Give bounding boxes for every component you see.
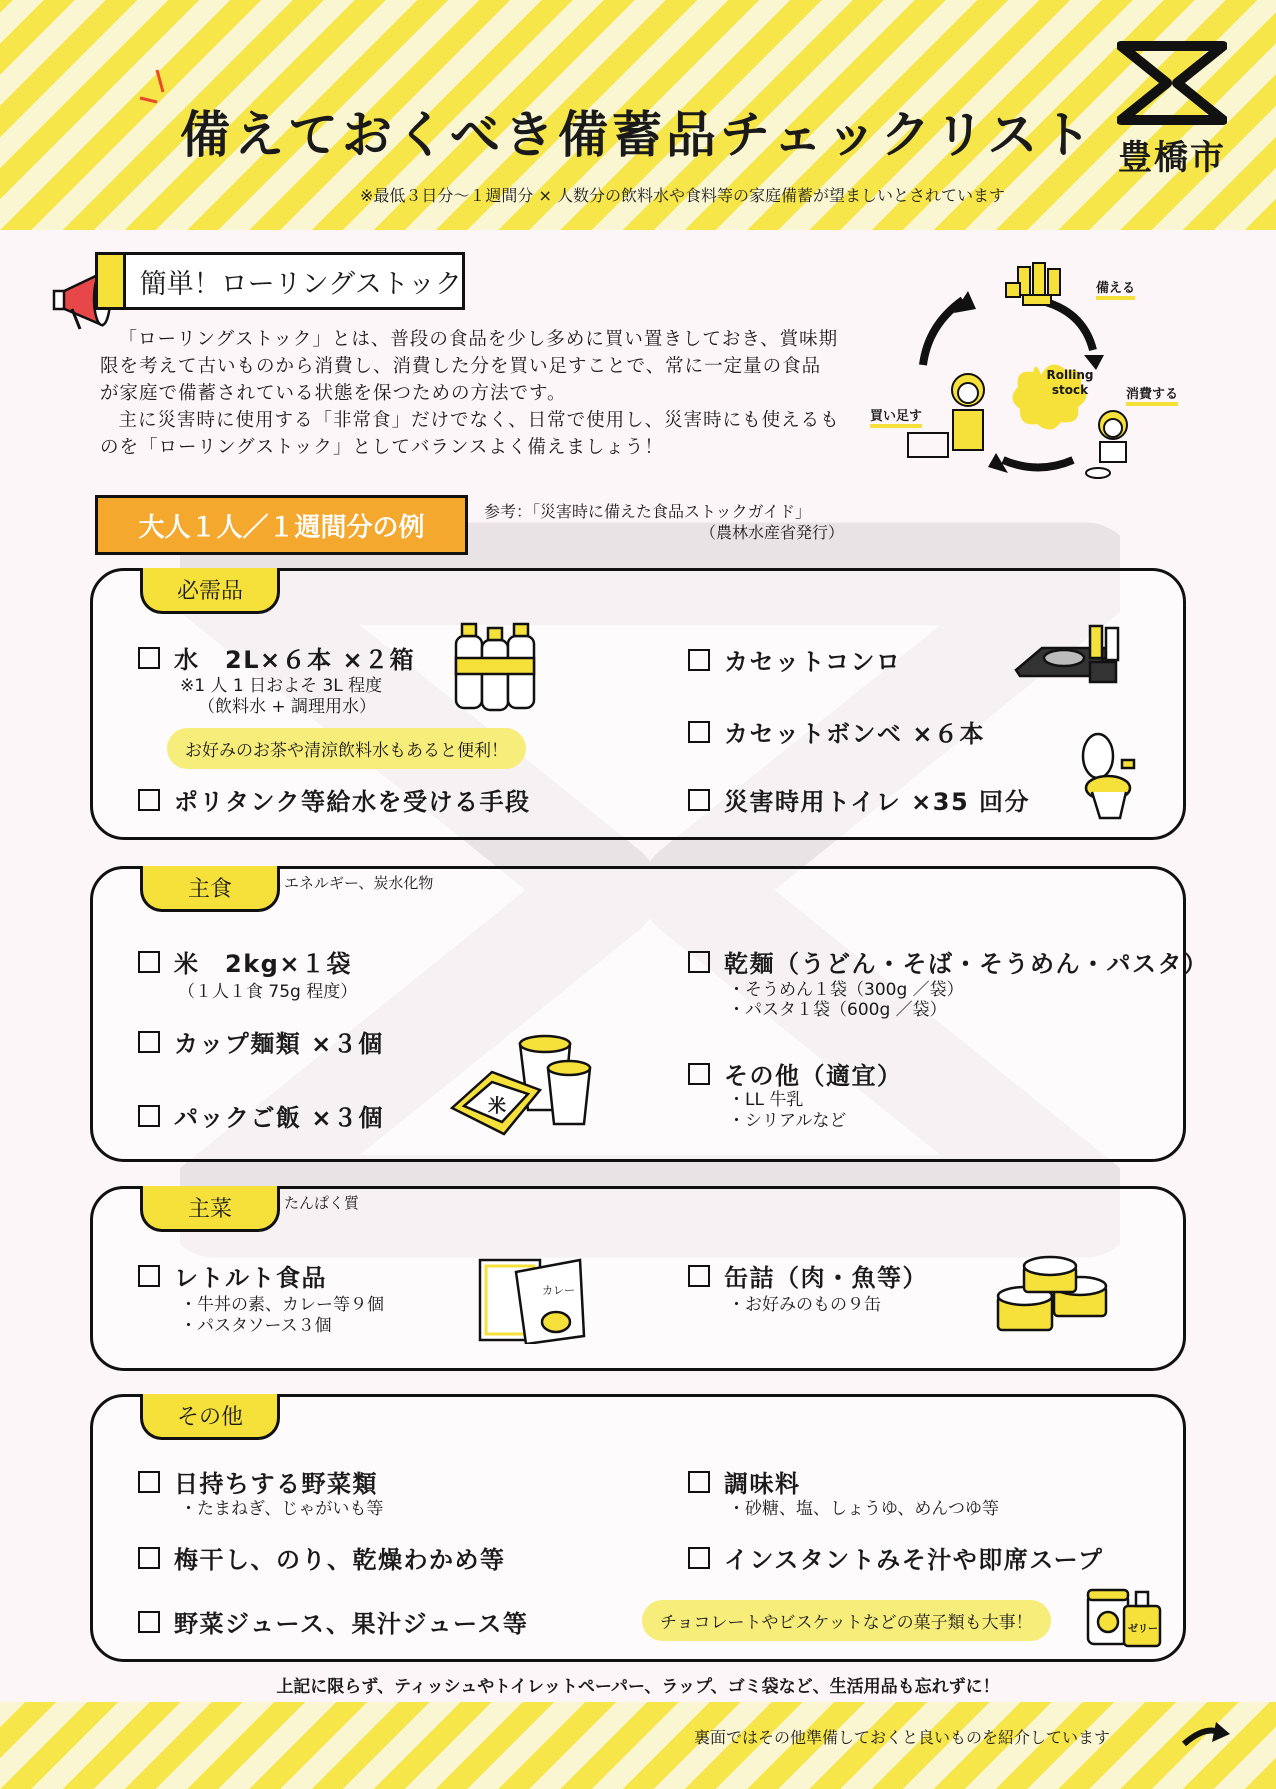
emphasis-lines-icon	[135, 60, 175, 110]
cycle-label-prepare: 備える	[1096, 277, 1135, 300]
check-item-retort[interactable]	[138, 1258, 327, 1293]
item-label: カップ麺類 ×３個	[174, 1030, 384, 1058]
check-item-dry-noodles[interactable]	[688, 944, 1209, 979]
item-label: カセットコンロ	[724, 648, 902, 676]
snack-jelly-icon	[1084, 1584, 1164, 1650]
checkbox[interactable]	[138, 647, 160, 669]
retort-pouch-illustration	[476, 1254, 586, 1344]
item-note: ※1 人 1 日およそ 3L 程度	[180, 676, 383, 696]
item-note: ・牛丼の素、カレー等９個	[180, 1295, 384, 1315]
rolling-stock-heading	[95, 252, 465, 310]
item-label: カセットボンベ ×６本	[724, 720, 985, 748]
item-note: ・LL 牛乳	[728, 1090, 804, 1110]
retort-pouch-icon	[476, 1254, 586, 1344]
item-note: ・砂糖、塩、しょうゆ、めんつゆ等	[728, 1499, 999, 1519]
item-label: 米 2kg×１袋	[174, 950, 352, 978]
checkbox[interactable]	[688, 1547, 710, 1569]
check-item-stove[interactable]	[688, 642, 902, 677]
checkbox[interactable]	[688, 1063, 710, 1085]
item-label: 乾麺（うどん・そば・そうめん・パスタ）	[724, 950, 1209, 978]
daily-goods-reminder: 上記に限らず、ティッシュやトイレットペーパー、ラップ、ゴミ袋など、生活用品も忘れずに！	[276, 1677, 1000, 1697]
item-label: 野菜ジュース、果汁ジュース等	[174, 1610, 529, 1638]
checkbox[interactable]	[138, 1031, 160, 1053]
checkbox[interactable]	[138, 1105, 160, 1127]
item-label: 水 2L×６本 ×２箱	[174, 646, 416, 674]
reference-publisher: （農林水産省発行）	[700, 523, 845, 542]
checkbox[interactable]	[138, 1471, 160, 1493]
cycle-center-label: stock	[1051, 383, 1089, 397]
page-title: 備えておくべき備蓄品チェックリスト	[180, 106, 1096, 164]
checkbox[interactable]	[138, 1547, 160, 1569]
item-label: 日持ちする野菜類	[174, 1470, 378, 1498]
check-item-juice[interactable]	[138, 1604, 528, 1639]
checkbox[interactable]	[688, 1471, 710, 1493]
page-subtitle: ※最低３日分〜１週間分 × 人数分の飲料水や食料等の家庭備蓄が望ましいとされています	[360, 186, 1005, 205]
item-note: ・パスタソース３個	[180, 1316, 332, 1336]
item-note: ・パスタ１袋（600g ／袋）	[728, 1000, 947, 1020]
item-label: 調味料	[724, 1470, 801, 1498]
checkbox[interactable]	[138, 1265, 160, 1287]
curry-pouch-label: カレー	[542, 1284, 575, 1297]
arrow-right-icon	[1180, 1718, 1232, 1750]
cycle-center-label: Rolling	[1046, 368, 1094, 382]
check-item-vegetables[interactable]	[138, 1464, 378, 1499]
rolling-stock-paragraph: 主に災害時に使用する「非常食」だけでなく、日常で使用し、災害時にも使えるものを「ローリングストック」としてバランスよく備えましょう！	[100, 410, 840, 458]
check-item-cup-noodles[interactable]	[138, 1024, 384, 1059]
check-item-pack-rice[interactable]	[138, 1098, 384, 1133]
item-label: その他（適宜）	[724, 1062, 903, 1090]
rolling-stock-cycle-diagram	[868, 255, 1179, 495]
check-item-water[interactable]	[138, 640, 415, 675]
item-label: 梅干し、のり、乾燥わかめ等	[174, 1546, 506, 1574]
panel-tag-others: その他	[140, 1394, 280, 1440]
city-emblem-icon	[1117, 40, 1227, 126]
checkbox[interactable]	[688, 789, 710, 811]
panel-tag-main-dish: 主菜	[140, 1186, 280, 1232]
example-heading: 大人１人／１週間分の例	[95, 495, 468, 555]
tip-pill: チョコレートやビスケットなどの菓子類も大事！	[642, 1600, 1051, 1641]
item-note: ・シリアルなど	[728, 1111, 847, 1131]
city-name: 豊橋市	[1118, 138, 1226, 178]
rice-icon-label: 米	[488, 1096, 506, 1117]
panel-note: たんぱく質	[284, 1194, 360, 1212]
back-page-note: 裏面ではその他準備しておくと良いものを紹介しています	[694, 1728, 1111, 1747]
check-item-tank[interactable]	[138, 782, 531, 817]
item-note: ・たまねぎ、じゃがいも等	[180, 1499, 384, 1519]
item-label: パックご飯 ×３個	[174, 1104, 384, 1132]
item-label: インスタントみそ汁や即席スープ	[724, 1546, 1104, 1574]
check-item-cylinder[interactable]	[688, 714, 985, 749]
item-label: 災害時用トイレ ×35 回分	[724, 788, 1031, 816]
item-note: ・そうめん１袋（300g ／袋）	[728, 980, 964, 1000]
check-item-soup[interactable]	[688, 1540, 1103, 1575]
item-note: ・お好みのもの９缶	[728, 1295, 881, 1315]
snack-illustration	[1084, 1584, 1164, 1650]
jelly-label: ゼリー	[1128, 1624, 1158, 1635]
checkbox[interactable]	[138, 789, 160, 811]
toilet-icon	[1078, 728, 1138, 824]
rice-and-noodles-illustration	[448, 1024, 608, 1144]
checkbox[interactable]	[688, 721, 710, 743]
checkbox[interactable]	[138, 951, 160, 973]
item-label: 缶詰（肉・魚等）	[724, 1264, 928, 1292]
item-note: （１人１食 75g 程度）	[178, 982, 358, 1002]
tip-pill: お好みのお茶や清涼飲料水もあると便利！	[167, 728, 526, 769]
check-item-other-staple[interactable]	[688, 1056, 903, 1091]
rolling-stock-heading-text: 簡単！ローリングストック	[139, 268, 462, 300]
checkbox[interactable]	[688, 1265, 710, 1287]
rolling-stock-paragraph: 「ローリングストック」とは、普段の食品を少し多めに買い置きしておき、賞味期限を考えて古いものから消費し、消費した分を買い足すことで、常に一定量の食品が家庭で備蓄されている状態を保つための方法です。	[100, 329, 839, 404]
rolling-stock-description	[100, 326, 840, 461]
canned-food-icon	[994, 1252, 1114, 1342]
reference-source: 参考：「災害時に備えた食品ストックガイド」	[484, 502, 812, 521]
panel-note: エネルギー、炭水化物	[284, 874, 434, 892]
cycle-label-consume: 消費する	[1126, 383, 1178, 406]
panel-tag-essentials: 必需品	[140, 568, 280, 614]
item-note: （飲料水 + 調理用水）	[198, 697, 377, 717]
check-item-toilet[interactable]	[688, 782, 1030, 817]
panel-tag-staple: 主食	[140, 866, 280, 912]
cycle-label-buy: 買い足す	[870, 405, 922, 428]
check-item-umeboshi[interactable]	[138, 1540, 506, 1575]
check-item-seasoning[interactable]	[688, 1464, 801, 1499]
water-bottles-icon	[452, 618, 538, 714]
cassette-stove-icon	[1012, 610, 1132, 690]
checkbox[interactable]	[688, 649, 710, 671]
item-label: レトルト食品	[174, 1264, 327, 1292]
item-label: ポリタンク等給水を受ける手段	[174, 788, 531, 816]
checkbox[interactable]	[688, 951, 710, 973]
checkbox[interactable]	[138, 1611, 160, 1633]
city-logo	[1112, 40, 1232, 179]
check-item-canned[interactable]	[688, 1258, 928, 1293]
pack-rice-cup-noodle-icon	[448, 1024, 608, 1144]
check-item-rice[interactable]	[138, 944, 352, 979]
